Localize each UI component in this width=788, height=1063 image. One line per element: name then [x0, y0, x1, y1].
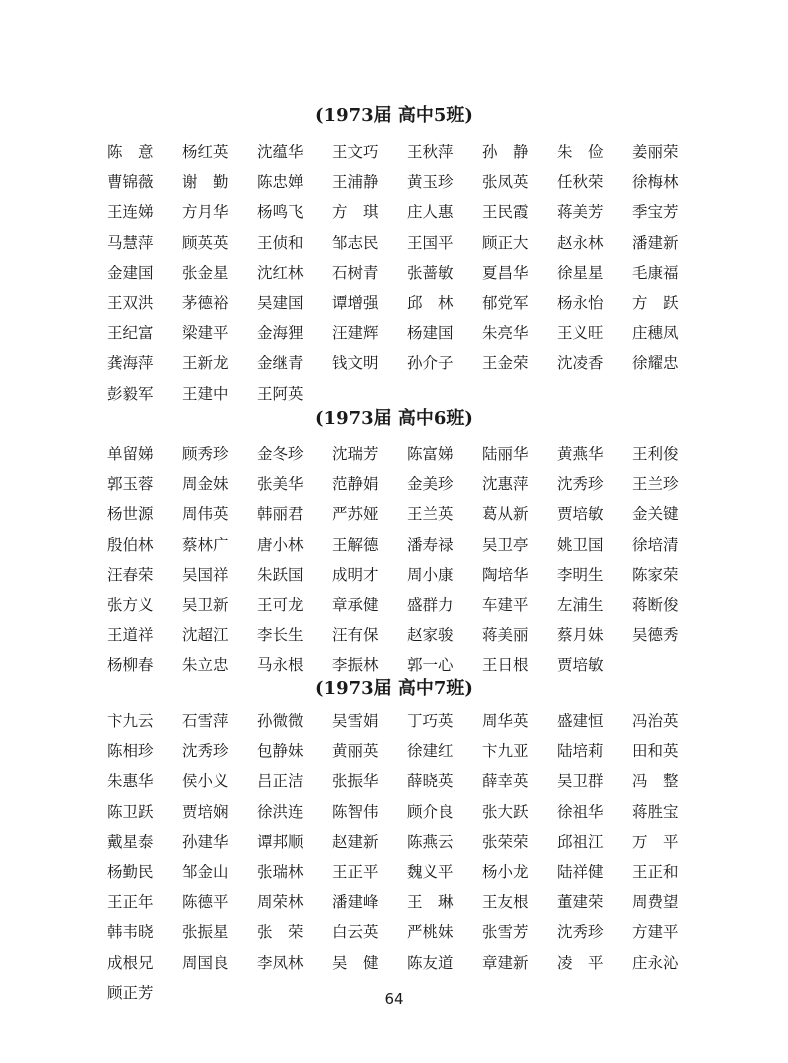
student-name: 杨建国: [407, 324, 454, 343]
student-name: 张金星: [182, 263, 229, 282]
name-row: [107, 797, 707, 827]
student-name: 孙介子: [407, 354, 454, 373]
student-name: 杨永怡: [557, 293, 604, 312]
student-name: 吴德秀: [632, 626, 679, 645]
student-name: 车建平: [482, 595, 529, 614]
section-heading-class-5: (1973届 高中5班): [315, 105, 473, 126]
student-name: 吴 健: [332, 953, 379, 972]
student-name: 徐星星: [557, 263, 604, 282]
student-name: 姚卫国: [557, 535, 604, 554]
student-name: 曹锦薇: [107, 173, 154, 192]
student-name: 卞九亚: [482, 742, 529, 761]
student-name: 韩丽君: [257, 505, 304, 524]
student-name: 金继青: [257, 354, 304, 373]
student-name: 庄人惠: [407, 203, 454, 222]
student-name: 吴国祥: [182, 565, 229, 584]
student-name: 徐培清: [632, 535, 679, 554]
student-name: 王金荣: [482, 354, 529, 373]
name-row: [107, 706, 707, 736]
student-name: 张 荣: [257, 923, 304, 942]
student-name: 梁建平: [182, 324, 229, 343]
student-name: 庄永沁: [632, 953, 679, 972]
student-name: 王浦静: [332, 173, 379, 192]
student-name: 王侦和: [257, 233, 304, 252]
student-name: 贾培敏: [557, 656, 604, 675]
student-name: 周金妹: [182, 475, 229, 494]
student-name: 成根兄: [107, 953, 154, 972]
student-name: 丁巧英: [407, 712, 454, 730]
student-name: 徐洪连: [257, 802, 304, 821]
student-name: 毛康福: [632, 263, 679, 282]
student-name: 徐耀忠: [632, 354, 679, 373]
name-row: [107, 439, 707, 469]
student-name: 王文巧: [332, 143, 379, 161]
student-name: 赵永林: [557, 233, 604, 252]
name-row: [107, 590, 707, 620]
student-name: 徐梅林: [632, 173, 679, 192]
student-name: 张瑞林: [257, 862, 304, 881]
student-name: 姜丽荣: [632, 143, 679, 161]
student-name: 徐建红: [407, 742, 454, 761]
student-name: 顾英英: [182, 233, 229, 252]
name-row: [107, 857, 707, 887]
student-name: 陈友道: [407, 953, 454, 972]
student-name: 吕正洁: [257, 772, 304, 791]
student-name: 金关键: [632, 505, 679, 524]
student-name: 沈超江: [182, 626, 229, 645]
student-name: 汪建辉: [332, 324, 379, 343]
student-name: 王民霞: [482, 203, 529, 222]
section-heading-class-6: (1973届 高中6班): [315, 408, 473, 429]
student-name: 蔡月妹: [557, 626, 604, 645]
student-name: 陆丽华: [482, 445, 529, 463]
student-name: 陆培莉: [557, 742, 604, 761]
student-name: 李凤林: [257, 953, 304, 972]
student-name: 朱跃国: [257, 565, 304, 584]
student-name: 冯 整: [632, 772, 679, 791]
student-name: 陈德平: [182, 893, 229, 912]
student-name: 郁党军: [482, 293, 529, 312]
student-name: 白云英: [332, 923, 379, 942]
student-name: 邱祖江: [557, 832, 604, 851]
student-name: 卞九云: [107, 712, 154, 730]
name-row: [107, 258, 707, 288]
student-name: 左浦生: [557, 595, 604, 614]
student-name: 王兰珍: [632, 475, 679, 494]
student-name: 王 琳: [407, 893, 454, 912]
student-name: 顾秀珍: [182, 445, 229, 463]
section-heading-class-7: (1973届 高中7班): [315, 678, 473, 699]
student-name: 王兰英: [407, 505, 454, 524]
student-name: 张蔷敏: [407, 263, 454, 282]
student-name: 贾培敏: [557, 505, 604, 524]
name-list-class-6: [107, 439, 707, 681]
student-name: 李振林: [332, 656, 379, 675]
student-name: 蒋胜宝: [632, 802, 679, 821]
student-name: 朱 俭: [557, 143, 604, 161]
name-row: [107, 560, 707, 590]
student-name: 任秋荣: [557, 173, 604, 192]
student-name: 方 琪: [332, 203, 379, 222]
student-name: 方建平: [632, 923, 679, 942]
student-name: 万 平: [632, 832, 679, 851]
student-name: 杨红英: [182, 143, 229, 161]
student-name: 赵家骏: [407, 626, 454, 645]
student-name: 陈燕云: [407, 832, 454, 851]
student-name: 薛幸英: [482, 772, 529, 791]
student-name: 蒋断俊: [632, 595, 679, 614]
name-row: [107, 318, 707, 348]
student-name: 郭一心: [407, 656, 454, 675]
student-name: 王双洪: [107, 293, 154, 312]
name-row: [107, 766, 707, 796]
student-name: 潘寿禄: [407, 535, 454, 554]
student-name: 陈相珍: [107, 742, 154, 761]
student-name: 章建新: [482, 953, 529, 972]
student-name: 韩韦晓: [107, 923, 154, 942]
student-name: 李明生: [557, 565, 604, 584]
student-name: 徐祖华: [557, 802, 604, 821]
name-row: [107, 499, 707, 529]
student-name: 龚海萍: [107, 354, 154, 373]
student-name: 赵建新: [332, 832, 379, 851]
student-name: 金美珍: [407, 475, 454, 494]
name-row: [107, 288, 707, 318]
student-name: 李长生: [257, 626, 304, 645]
student-name: 潘建新: [632, 233, 679, 252]
student-name: 朱惠华: [107, 772, 154, 791]
name-row: [107, 469, 707, 499]
student-name: 周小康: [407, 565, 454, 584]
student-name: 王阿英: [257, 384, 304, 403]
student-name: 蔡林广: [182, 535, 229, 554]
student-name: 沈红林: [257, 263, 304, 282]
student-name: 王建中: [182, 384, 229, 403]
student-name: 陈卫跃: [107, 802, 154, 821]
name-row: [107, 736, 707, 766]
student-name: 吴卫亭: [482, 535, 529, 554]
student-name: 黄玉珍: [407, 173, 454, 192]
student-name: 吴建国: [257, 293, 304, 312]
student-name: 周伟英: [182, 505, 229, 524]
student-name: 张凤英: [482, 173, 529, 192]
student-name: 董建荣: [557, 893, 604, 912]
student-name: 王秋萍: [407, 143, 454, 161]
student-name: 汪有保: [332, 626, 379, 645]
student-name: 葛从新: [482, 505, 529, 524]
student-name: 陆祥健: [557, 862, 604, 881]
student-name: 夏昌华: [482, 263, 529, 282]
student-name: 沈秀珍: [557, 475, 604, 494]
student-name: 沈秀珍: [557, 923, 604, 942]
student-name: 严桃妹: [407, 923, 454, 942]
student-name: 张大跃: [482, 802, 529, 821]
student-name: 陈富娣: [407, 445, 454, 463]
student-name: 顾介良: [407, 802, 454, 821]
student-name: 沈凌香: [557, 354, 604, 373]
student-name: 周国良: [182, 953, 229, 972]
student-name: 顾正大: [482, 233, 529, 252]
student-name: 薛晓英: [407, 772, 454, 791]
student-name: 张方义: [107, 595, 154, 614]
student-name: 庄穗凤: [632, 324, 679, 343]
student-name: 严苏娅: [332, 505, 379, 524]
student-name: 侯小义: [182, 772, 229, 791]
student-name: 张雪芳: [482, 923, 529, 942]
student-name: 章承健: [332, 595, 379, 614]
student-name: 单留娣: [107, 445, 154, 463]
name-row: [107, 197, 707, 227]
name-row: [107, 887, 707, 917]
name-row: [107, 228, 707, 258]
name-row: [107, 827, 707, 857]
name-row: [107, 137, 707, 167]
student-name: 朱立忠: [182, 656, 229, 675]
student-name: 王利俊: [632, 445, 679, 463]
student-name: 王国平: [407, 233, 454, 252]
name-list-class-7: [107, 706, 707, 1008]
student-name: 成明才: [332, 565, 379, 584]
student-name: 包静妹: [257, 742, 304, 761]
student-name: 殷伯林: [107, 535, 154, 554]
student-name: 吴卫新: [182, 595, 229, 614]
student-name: 钱文明: [332, 354, 379, 373]
student-name: 王正平: [332, 862, 379, 881]
name-row: [107, 917, 707, 947]
student-name: 马永根: [257, 656, 304, 675]
student-name: 陈家荣: [632, 565, 679, 584]
student-name: 茅德裕: [182, 293, 229, 312]
student-name: 邹志民: [332, 233, 379, 252]
student-name: 王连娣: [107, 203, 154, 222]
student-name: 孙建华: [182, 832, 229, 851]
student-name: 石树青: [332, 263, 379, 282]
name-row: [107, 167, 707, 197]
student-name: 谢 勤: [182, 173, 229, 192]
student-name: 冯治英: [632, 712, 679, 730]
student-name: 潘建峰: [332, 893, 379, 912]
student-name: 王道祥: [107, 626, 154, 645]
student-name: 王可龙: [257, 595, 304, 614]
student-name: 金海狸: [257, 324, 304, 343]
student-name: 杨世源: [107, 505, 154, 524]
student-name: 沈蕴华: [257, 143, 304, 161]
student-name: 陈忠婵: [257, 173, 304, 192]
student-name: 沈秀珍: [182, 742, 229, 761]
student-name: 贾培娴: [182, 802, 229, 821]
student-name: 黄燕华: [557, 445, 604, 463]
student-name: 凌 平: [557, 953, 604, 972]
student-name: 王解德: [332, 535, 379, 554]
name-row: [107, 948, 707, 978]
name-row: [107, 530, 707, 560]
student-name: 谭邦顺: [257, 832, 304, 851]
student-name: 吴卫群: [557, 772, 604, 791]
student-name: 王正年: [107, 893, 154, 912]
student-name: 陈 意: [107, 143, 154, 161]
student-name: 蒋美丽: [482, 626, 529, 645]
page-number: 64: [384, 990, 404, 1008]
student-name: 王新龙: [182, 354, 229, 373]
student-name: 彭毅军: [107, 384, 154, 403]
student-name: 金建国: [107, 263, 154, 282]
student-name: 杨柳春: [107, 656, 154, 675]
name-row: [107, 620, 707, 650]
student-name: 张振华: [332, 772, 379, 791]
student-name: 田和英: [632, 742, 679, 761]
student-name: 陶培华: [482, 565, 529, 584]
student-name: 邱 林: [407, 293, 454, 312]
student-name: 范静娟: [332, 475, 379, 494]
student-name: 张美华: [257, 475, 304, 494]
student-name: 黄丽英: [332, 742, 379, 761]
student-name: 王纪富: [107, 324, 154, 343]
student-name: 戴星泰: [107, 832, 154, 851]
student-name: 谭增强: [332, 293, 379, 312]
student-name: 沈瑞芳: [332, 445, 379, 463]
student-name: 周荣林: [257, 893, 304, 912]
student-name: 王日根: [482, 656, 529, 675]
student-name: 季宝芳: [632, 203, 679, 222]
student-name: 杨小龙: [482, 862, 529, 881]
student-name: 杨鸣飞: [257, 203, 304, 222]
student-name: 陈智伟: [332, 802, 379, 821]
student-name: 王友根: [482, 893, 529, 912]
student-name: 金冬珍: [257, 445, 304, 463]
student-name: 唐小林: [257, 535, 304, 554]
name-row: [107, 348, 707, 378]
student-name: 石雪萍: [182, 712, 229, 730]
student-name: 周华英: [482, 712, 529, 730]
student-name: 孙微微: [257, 712, 304, 730]
student-name: 王义旺: [557, 324, 604, 343]
student-name: 周费望: [632, 893, 679, 912]
student-name: 蒋美芳: [557, 203, 604, 222]
student-name: 张振星: [182, 923, 229, 942]
student-name: 盛群力: [407, 595, 454, 614]
student-name: 方月华: [182, 203, 229, 222]
student-name: 朱亮华: [482, 324, 529, 343]
student-name: 沈惠萍: [482, 475, 529, 494]
student-name: 汪春荣: [107, 565, 154, 584]
student-name: 杨勤民: [107, 862, 154, 881]
student-name: 张荣荣: [482, 832, 529, 851]
student-name: 郭玉蓉: [107, 475, 154, 494]
student-name: 方 跃: [632, 293, 679, 312]
student-name: 吴雪娟: [332, 712, 379, 730]
student-name: 孙 静: [482, 143, 529, 161]
student-name: 盛建恒: [557, 712, 604, 730]
student-name: 顾正芳: [107, 983, 154, 1002]
name-list-class-5: [107, 137, 707, 409]
student-name: 邹金山: [182, 862, 229, 881]
student-name: 魏义平: [407, 862, 454, 881]
student-name: 王正和: [632, 862, 679, 881]
student-name: 马慧萍: [107, 233, 154, 252]
